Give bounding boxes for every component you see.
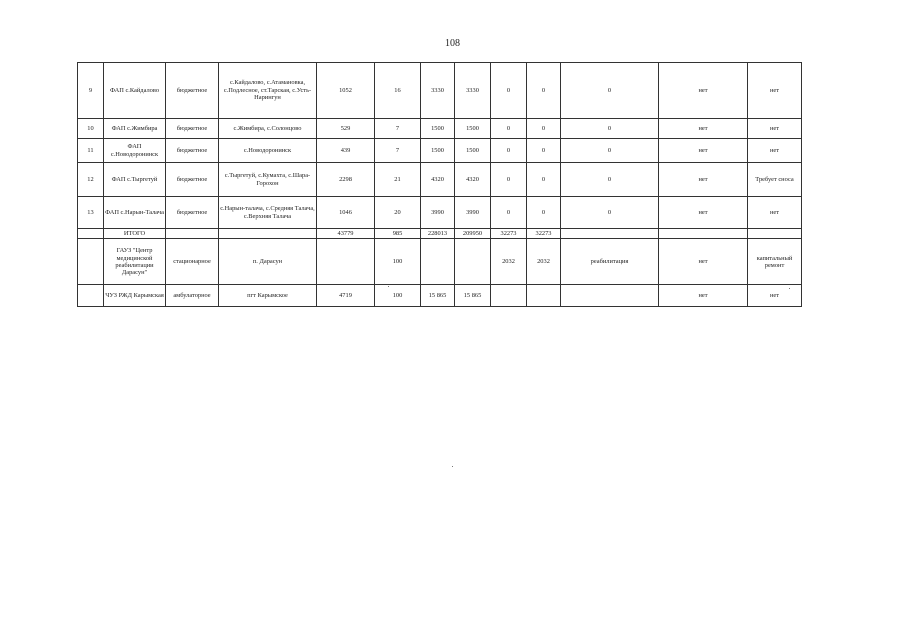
- cell-row-number: 12: [78, 163, 104, 197]
- cell-facility-name: ФАП с.Тыргетуй: [104, 163, 166, 197]
- cell-service-area: п. Дарасун: [219, 239, 317, 285]
- cell-population: 4719: [317, 285, 375, 307]
- cell-staff-count: 16: [375, 63, 421, 119]
- cell-facility-name: ФАП с.Нарын-Талача: [104, 197, 166, 229]
- cell-row-number: 9: [78, 63, 104, 119]
- scan-speck: [452, 466, 453, 467]
- cell-facility-name: ГАУЗ "Центр медицинской реабилитации Дарасун": [104, 239, 166, 285]
- cell-col-7-value: [421, 239, 455, 285]
- cell-funding-type: бюджетное: [166, 139, 219, 163]
- table-row: [78, 285, 802, 307]
- cell-col-8-value: 209950: [455, 229, 491, 239]
- table-row: [78, 119, 802, 139]
- cell-col-8-value: 15 865: [455, 285, 491, 307]
- cell-facility-name: ФАП с.Жимбира: [104, 119, 166, 139]
- cell-condition: нет: [748, 119, 802, 139]
- cell-col-9-value: [491, 285, 527, 307]
- cell-col-12-value: нет: [659, 139, 748, 163]
- cell-profile: 0: [561, 119, 659, 139]
- cell-col-7-value: 15 865: [421, 285, 455, 307]
- cell-col-9-value: 0: [491, 119, 527, 139]
- cell-col-7-value: 228013: [421, 229, 455, 239]
- cell-population: [317, 239, 375, 285]
- cell-col-12-value: нет: [659, 197, 748, 229]
- cell-funding-type: бюджетное: [166, 119, 219, 139]
- cell-staff-count: 21: [375, 163, 421, 197]
- cell-profile: [561, 229, 659, 239]
- cell-col-9-value: 0: [491, 163, 527, 197]
- cell-condition: нет: [748, 63, 802, 119]
- cell-col-10-value: 0: [527, 63, 561, 119]
- cell-col-7-value: 1500: [421, 119, 455, 139]
- cell-funding-type: бюджетное: [166, 197, 219, 229]
- cell-col-8-value: [455, 239, 491, 285]
- cell-staff-count: 100: [375, 285, 421, 307]
- cell-facility-name: ФАП с.Кайдалово: [104, 63, 166, 119]
- cell-col-12-value: нет: [659, 119, 748, 139]
- cell-row-number: 10: [78, 119, 104, 139]
- cell-col-9-value: 0: [491, 63, 527, 119]
- cell-staff-count: 100: [375, 239, 421, 285]
- cell-condition: нет: [748, 197, 802, 229]
- cell-col-9-value: 0: [491, 139, 527, 163]
- cell-profile: 0: [561, 63, 659, 119]
- cell-condition: [748, 229, 802, 239]
- cell-service-area: с.Новодоронинск: [219, 139, 317, 163]
- cell-row-number: [78, 239, 104, 285]
- cell-facility-name: ЧУЗ РЖД Карымская: [104, 285, 166, 307]
- cell-col-10-value: 2032: [527, 239, 561, 285]
- table-row: [78, 163, 802, 197]
- cell-col-8-value: 1500: [455, 139, 491, 163]
- cell-col-10-value: 0: [527, 197, 561, 229]
- cell-funding-type: стационарное: [166, 239, 219, 285]
- cell-service-area: [219, 229, 317, 239]
- cell-col-12-value: нет: [659, 163, 748, 197]
- cell-population: 529: [317, 119, 375, 139]
- scan-speck: [388, 286, 389, 287]
- table-row: [78, 139, 802, 163]
- cell-population: 2298: [317, 163, 375, 197]
- cell-profile: 0: [561, 139, 659, 163]
- scan-speck: [789, 288, 790, 289]
- cell-col-10-value: 32273: [527, 229, 561, 239]
- table-row: [78, 63, 802, 119]
- cell-col-12-value: нет: [659, 239, 748, 285]
- cell-col-8-value: 3330: [455, 63, 491, 119]
- cell-service-area: с.Кайдалово, с.Атамановка, с.Подлесное, ст.Тарская, с.Усть-Нарингун: [219, 63, 317, 119]
- facilities-table: [77, 62, 802, 307]
- cell-condition: Требует сноса: [748, 163, 802, 197]
- cell-condition: нет: [748, 139, 802, 163]
- cell-row-number: [78, 229, 104, 239]
- table-row: [78, 197, 802, 229]
- cell-condition: капитальный ремонт: [748, 239, 802, 285]
- cell-col-7-value: 1500: [421, 139, 455, 163]
- cell-population: 1052: [317, 63, 375, 119]
- cell-profile: реабилитация: [561, 239, 659, 285]
- cell-profile: [561, 285, 659, 307]
- cell-col-7-value: 3330: [421, 63, 455, 119]
- cell-service-area: с.Жимбира, с.Солонцово: [219, 119, 317, 139]
- cell-col-8-value: 1500: [455, 119, 491, 139]
- table-row: [78, 229, 802, 239]
- cell-staff-count: 7: [375, 139, 421, 163]
- cell-funding-type: бюджетное: [166, 163, 219, 197]
- cell-staff-count: 7: [375, 119, 421, 139]
- cell-service-area: с.Тыргетуй, с.Кумахта, с.Шара-Горохон: [219, 163, 317, 197]
- cell-service-area: с.Нарын-талача, с.Средняя Талача, с.Верхняя Талача: [219, 197, 317, 229]
- cell-population: 1046: [317, 197, 375, 229]
- cell-col-10-value: 0: [527, 139, 561, 163]
- cell-col-7-value: 4320: [421, 163, 455, 197]
- cell-profile: 0: [561, 197, 659, 229]
- cell-col-8-value: 4320: [455, 163, 491, 197]
- cell-col-8-value: 3990: [455, 197, 491, 229]
- cell-facility-name: ФАП с.Новодоронинск: [104, 139, 166, 163]
- cell-col-10-value: [527, 285, 561, 307]
- cell-condition: нет: [748, 285, 802, 307]
- cell-population: 43779: [317, 229, 375, 239]
- cell-col-9-value: 2032: [491, 239, 527, 285]
- cell-population: 439: [317, 139, 375, 163]
- cell-staff-count: 985: [375, 229, 421, 239]
- cell-funding-type: [166, 229, 219, 239]
- cell-col-7-value: 3990: [421, 197, 455, 229]
- cell-row-number: [78, 285, 104, 307]
- page-number: 108: [445, 38, 460, 49]
- cell-funding-type: бюджетное: [166, 63, 219, 119]
- cell-col-9-value: 32273: [491, 229, 527, 239]
- cell-col-10-value: 0: [527, 119, 561, 139]
- cell-col-12-value: нет: [659, 63, 748, 119]
- cell-row-number: 11: [78, 139, 104, 163]
- cell-funding-type: амбулаторное: [166, 285, 219, 307]
- cell-service-area: пгт Карымское: [219, 285, 317, 307]
- cell-col-12-value: [659, 229, 748, 239]
- table-row: [78, 239, 802, 285]
- cell-profile: 0: [561, 163, 659, 197]
- cell-facility-name: ИТОГО: [104, 229, 166, 239]
- cell-col-12-value: нет: [659, 285, 748, 307]
- cell-col-10-value: 0: [527, 163, 561, 197]
- cell-col-9-value: 0: [491, 197, 527, 229]
- cell-row-number: 13: [78, 197, 104, 229]
- cell-staff-count: 20: [375, 197, 421, 229]
